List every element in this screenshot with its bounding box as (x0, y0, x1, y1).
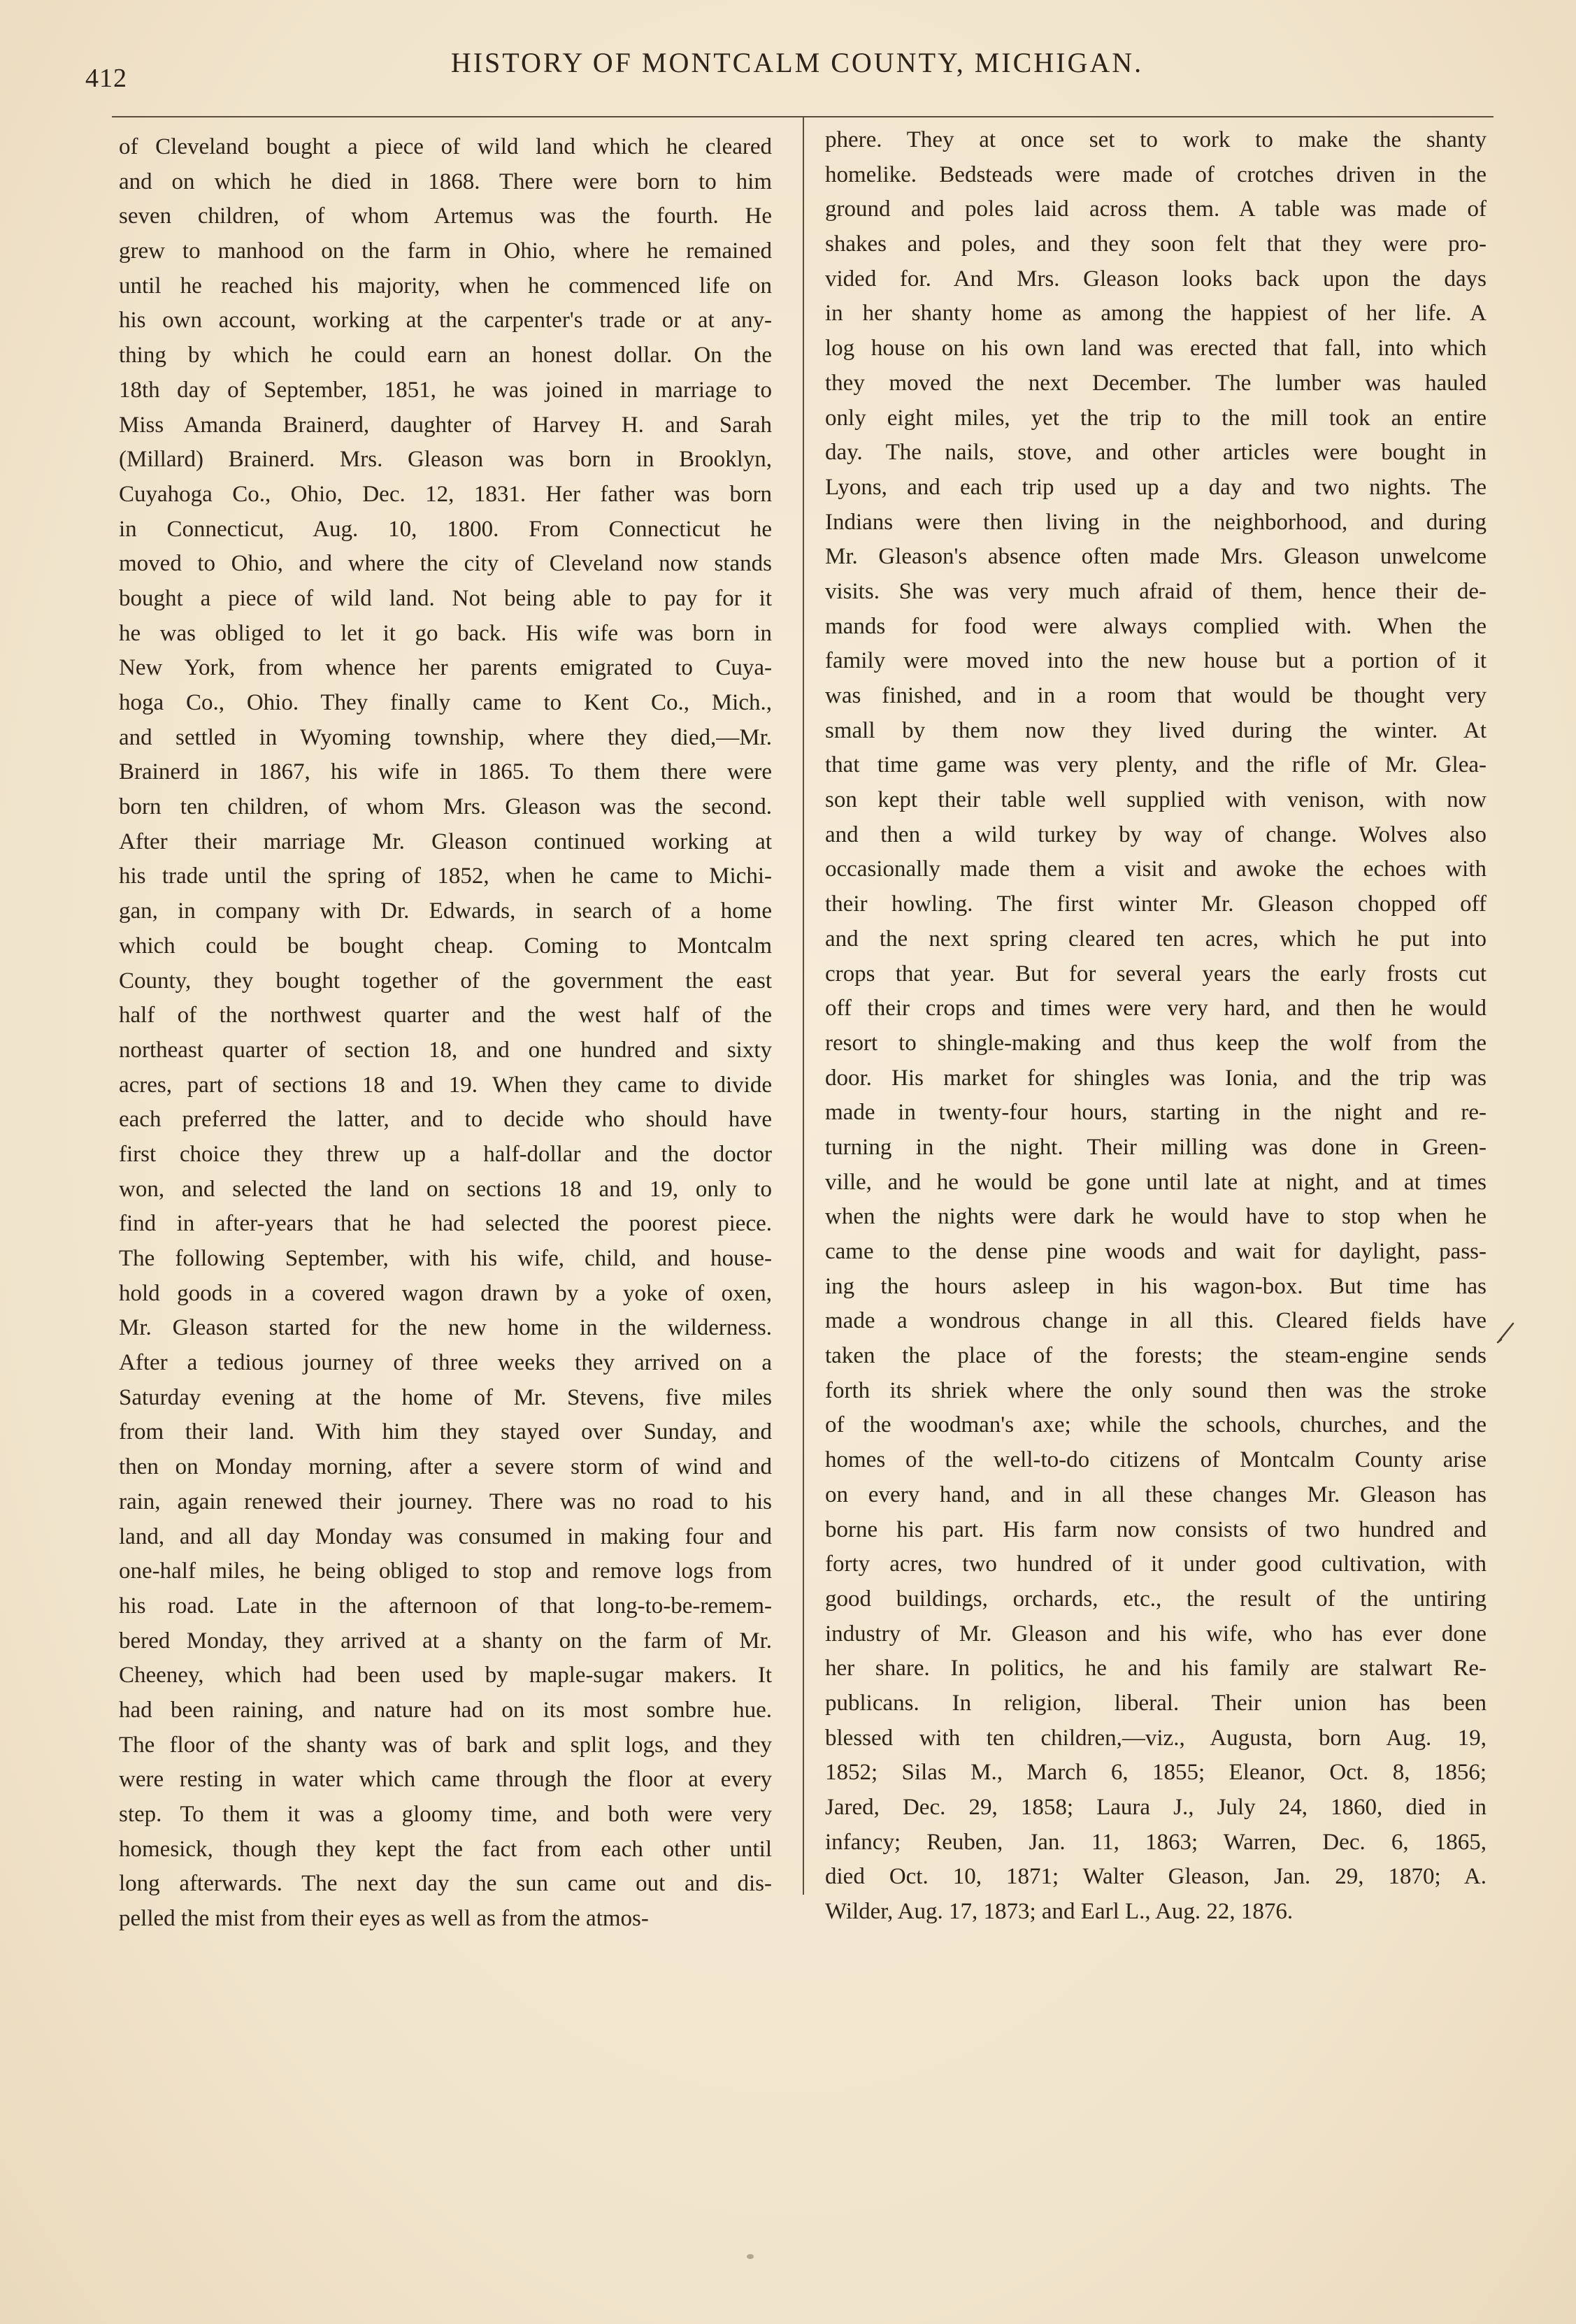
text-line: his road. Late in the afternoon of that long-to-be-remem- (119, 1593, 772, 1619)
left-text-column (119, 130, 772, 1937)
text-line: seven children, of whom Artemus was the fourth. He (119, 203, 772, 229)
text-line: northeast quarter of section 18, and one hundred and sixty (119, 1037, 772, 1063)
text-line: first choice they threw up a half-dollar and the doctor (119, 1141, 772, 1167)
text-line: turning in the night. Their milling was done in Green- (825, 1134, 1487, 1160)
text-line: came to the dense pine woods and wait for daylight, pass- (825, 1239, 1487, 1264)
text-line: forty acres, two hundred of it under good cultivation, with (825, 1551, 1487, 1577)
text-line: publicans. In religion, liberal. Their union has been (825, 1690, 1487, 1716)
text-line: born ten children, of whom Mrs. Gleason was the second. (119, 794, 772, 820)
text-line: Mr. Gleason started for the new home in the wilderness. (119, 1315, 772, 1341)
text-line: Mr. Gleason's absence often made Mrs. Gleason unwelcome (825, 544, 1487, 570)
text-line: step. To them it was a gloomy time, and both were very (119, 1802, 772, 1827)
text-line: homesick, though they kept the fact from each other until (119, 1836, 772, 1862)
text-line: Wilder, Aug. 17, 1873; and Earl L., Aug. 22, 1876. (825, 1899, 1294, 1925)
text-line: when the nights were dark he would have to stop when he (825, 1204, 1487, 1230)
text-line: Lyons, and each trip used up a day and two nights. The (825, 474, 1487, 500)
text-line: on every hand, and in all these changes Mr. Gleason has (825, 1482, 1487, 1507)
text-line: were resting in water which came through the floor at every (119, 1767, 772, 1793)
text-line: won, and selected the land on sections 18 and 19, only to (119, 1176, 772, 1202)
text-line: day. The nails, stove, and other articles were bought in (825, 440, 1487, 466)
text-line: his trade until the spring of 1852, when he came to Michi- (119, 863, 772, 889)
text-line: half of the northwest quarter and the west half of the (119, 1003, 772, 1028)
text-line: Cheeney, which had been used by maple-sugar makers. It (119, 1663, 772, 1688)
text-line: in her shanty home as among the happiest of her life. A (825, 301, 1487, 327)
text-line: son kept their table well supplied with venison, with now (825, 787, 1487, 813)
text-line: acres, part of sections 18 and 19. When they came to divide (119, 1072, 772, 1098)
text-line: in Connecticut, Aug. 10, 1800. From Connecticut he (119, 516, 772, 542)
text-line: their howling. The first winter Mr. Gleason chopped off (825, 891, 1487, 917)
text-line: his own account, working at the carpenter's trade or at any- (119, 308, 772, 333)
text-line: only eight miles, yet the trip to the mill took an entire (825, 405, 1487, 431)
text-line: had been raining, and nature had on its most sombre hue. (119, 1697, 772, 1723)
text-line: bered Monday, they arrived at a shanty on the farm of Mr. (119, 1628, 772, 1654)
text-line: mands for food were always complied with. When the (825, 613, 1487, 639)
text-line: blessed with ten children,—viz., Augusta, born Aug. 19, (825, 1725, 1487, 1751)
text-line: that time game was very plenty, and the rifle of Mr. Glea- (825, 752, 1487, 778)
text-line: Indians were then living in the neighborhood, and during (825, 509, 1487, 535)
text-line: land, and all day Monday was consumed in making four and (119, 1523, 772, 1549)
text-line: forth its shriek where the only sound then was the stroke (825, 1377, 1487, 1403)
text-line: homelike. Bedsteads were made of crotches driven in the (825, 162, 1487, 187)
text-line: hoga Co., Ohio. They finally came to Kent Co., Mich., (119, 690, 772, 715)
text-line: and then a wild turkey by way of change. Wolves also (825, 822, 1487, 847)
text-line: which could be bought cheap. Coming to Montcalm (119, 933, 772, 959)
text-line: visits. She was very much afraid of them, hence their de- (825, 578, 1487, 604)
text-line: crops that year. But for several years the early frosts cut (825, 961, 1487, 987)
text-line: County, they bought together of the government the east (119, 968, 772, 994)
text-line: find in after-years that he had selected the poorest piece. (119, 1211, 772, 1237)
text-line: Saturday evening at the home of Mr. Stevens, five miles (119, 1384, 772, 1410)
page-number: 412 (85, 64, 127, 93)
text-line: After a tedious journey of three weeks they arrived on a (119, 1350, 772, 1376)
text-line: resort to shingle-making and thus keep the wolf from the (825, 1030, 1487, 1056)
text-line: long afterwards. The next day the sun came out and dis- (119, 1871, 772, 1897)
column-divider (803, 116, 804, 1895)
text-line: and settled in Wyoming township, where they died,—Mr. (119, 724, 772, 750)
text-line: they moved the next December. The lumber was hauled (825, 370, 1487, 396)
text-line: ground and poles laid across them. A table was made of (825, 196, 1487, 222)
text-line: The following September, with his wife, child, and house- (119, 1246, 772, 1271)
running-title: HISTORY OF MONTCALM COUNTY, MICHIGAN. (450, 47, 1144, 78)
text-line: (Millard) Brainerd. Mrs. Gleason was born in Brooklyn, (119, 447, 772, 473)
text-line: off their crops and times were very hard, and then he would (825, 996, 1487, 1021)
text-line: 1852; Silas M., March 6, 1855; Eleanor, Oct. 8, 1856; (825, 1760, 1487, 1786)
text-line: until he reached his majority, when he commenced life on (119, 273, 772, 299)
text-line: phere. They at once set to work to make the shanty (825, 127, 1487, 152)
text-line: Miss Amanda Brainerd, daughter of Harvey H. and Sarah (119, 412, 772, 438)
text-line: New York, from whence her parents emigrated to Cuya- (119, 655, 772, 681)
text-line: gan, in company with Dr. Edwards, in search of a home (119, 898, 772, 924)
text-line: made a wondrous change in all this. Cleared fields have (825, 1308, 1487, 1334)
text-line: log house on his own land was erected that fall, into which (825, 336, 1487, 361)
text-line: made in twenty-four hours, starting in the night and re- (825, 1100, 1487, 1126)
text-line: one-half miles, he being obliged to stop and remove logs from (119, 1558, 772, 1584)
text-line: taken the place of the forests; the steam-engine sends (825, 1343, 1487, 1369)
text-line: family were moved into the new house but a portion of it (825, 648, 1487, 674)
text-line: he was obliged to let it go back. His wife was born in (119, 620, 772, 646)
text-line: of Cleveland bought a piece of wild land which he cleared (119, 134, 772, 159)
text-line: shakes and poles, and they soon felt that they were pro- (825, 231, 1487, 257)
margin-pencil-mark (1495, 1321, 1516, 1345)
text-line: rain, again renewed their journey. There was no road to his (119, 1489, 772, 1514)
text-line: thing by which he could earn an honest dollar. On the (119, 343, 772, 368)
text-line: of the woodman's axe; while the schools, churches, and the (825, 1412, 1487, 1438)
text-line: moved to Ohio, and where the city of Cleveland now stands (119, 551, 772, 577)
text-line: pelled the mist from their eyes as well as from the atmos- (119, 1906, 649, 1932)
text-line: homes of the well-to-do citizens of Montcalm County arise (825, 1447, 1487, 1473)
right-text-column (825, 123, 1487, 1930)
text-line: After their marriage Mr. Gleason continued working at (119, 829, 772, 854)
text-line: small by them now they lived during the winter. At (825, 717, 1487, 743)
paper-speck (747, 2254, 754, 2259)
text-line: occasionally made them a visit and awoke the echoes with (825, 856, 1487, 882)
text-line: ing the hours asleep in his wagon-box. But time has (825, 1273, 1487, 1299)
text-line: and the next spring cleared ten acres, which he put into (825, 926, 1487, 952)
text-line: borne his part. His farm now consists of two hundred and (825, 1516, 1487, 1542)
text-line: infancy; Reuben, Jan. 11, 1863; Warren, Dec. 6, 1865, (825, 1829, 1487, 1855)
text-line: door. His market for shingles was Ionia, and the trip was (825, 1065, 1487, 1091)
text-line: 18th day of September, 1851, he was joined in marriage to (119, 377, 772, 403)
text-line: vided for. And Mrs. Gleason looks back upon the days (825, 266, 1487, 292)
text-line: bought a piece of wild land. Not being able to pay for it (119, 585, 772, 611)
text-line: The floor of the shanty was of bark and split logs, and they (119, 1732, 772, 1758)
text-line: her share. In politics, he and his family are stalwart Re- (825, 1656, 1487, 1681)
text-line: good buildings, orchards, etc., the result of the untiring (825, 1586, 1487, 1612)
text-line: hold goods in a covered wagon drawn by a yoke of oxen, (119, 1280, 772, 1306)
text-line: then on Monday morning, after a severe storm of wind and (119, 1454, 772, 1480)
text-line: Brainerd in 1867, his wife in 1865. To them there were (119, 759, 772, 785)
text-line: and on which he died in 1868. There were born to him (119, 168, 772, 194)
text-line: from their land. With him they stayed over Sunday, and (119, 1419, 772, 1445)
text-line: ville, and he would be gone until late at night, and at times (825, 1169, 1487, 1195)
text-line: Jared, Dec. 29, 1858; Laura J., July 24, 1860, died in (825, 1795, 1487, 1820)
text-line: Cuyahoga Co., Ohio, Dec. 12, 1831. Her father was born (119, 481, 772, 507)
text-line: was finished, and in a room that would be thought very (825, 683, 1487, 708)
text-line: grew to manhood on the farm in Ohio, where he remained (119, 238, 772, 264)
text-line: each preferred the latter, and to decide who should have (119, 1107, 772, 1133)
text-line: industry of Mr. Gleason and his wife, who has ever done (825, 1621, 1487, 1647)
text-line: died Oct. 10, 1871; Walter Gleason, Jan. 29, 1870; A. (825, 1864, 1487, 1890)
